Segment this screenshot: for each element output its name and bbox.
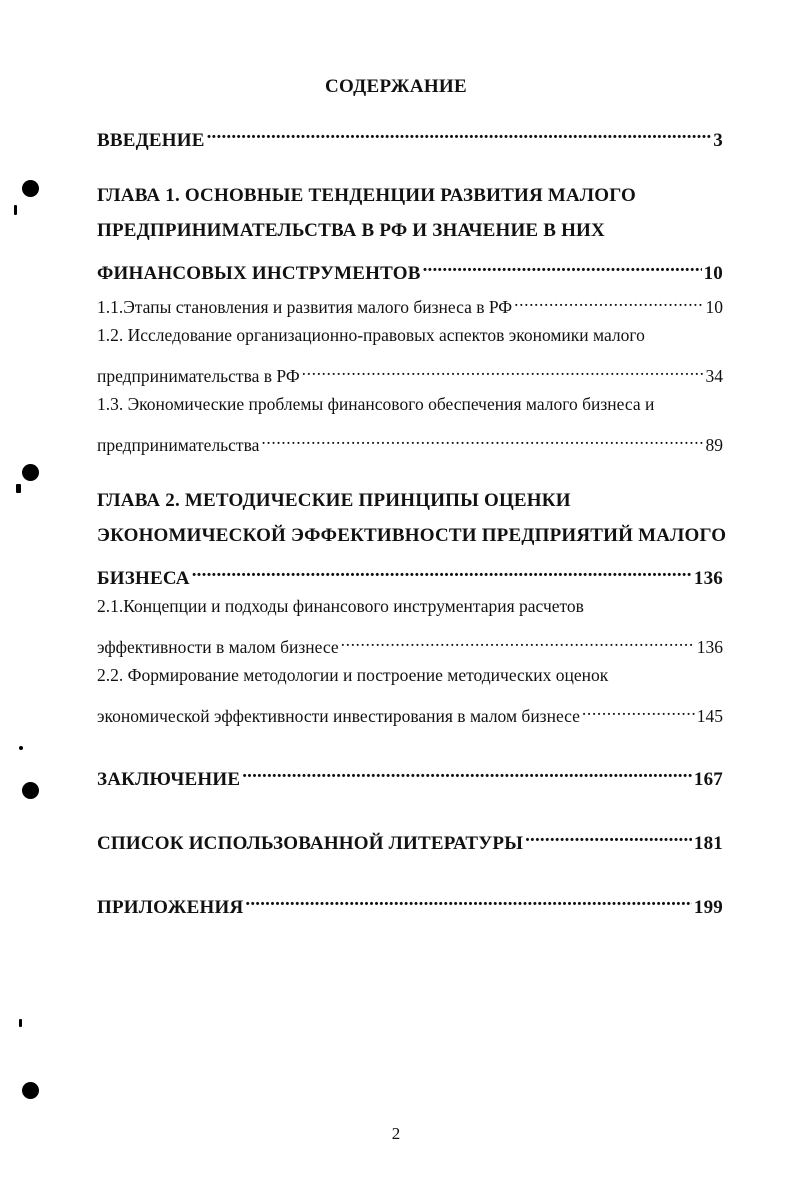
toc-chapter2-line1[interactable]: ГЛАВА 2. МЕТОДИЧЕСКИЕ ПРИНЦИПЫ ОЦЕНКИ <box>97 490 571 511</box>
toc-entry-label: ПРИЛОЖЕНИЯ <box>97 897 244 918</box>
toc-entry-appendices[interactable] <box>97 887 723 918</box>
toc-section1-3-line1[interactable]: 1.3. Экономические проблемы финансового обеспечения малого бизнеса и <box>97 394 655 414</box>
toc-section1-2-line1[interactable]: 1.2. Исследование организационно-правовых аспектов экономики малого <box>97 325 645 345</box>
toc-entry-page: 181 <box>693 833 723 854</box>
toc-entry-page: 10 <box>703 263 723 284</box>
dot-leader <box>242 759 692 785</box>
toc-entry-chapter2[interactable] <box>97 558 723 589</box>
punch-hole-2 <box>22 464 39 481</box>
dot-leader <box>302 356 704 382</box>
toc-entry-page: 34 <box>705 366 723 386</box>
toc-entry-bibliography[interactable] <box>97 823 723 854</box>
toc-entry-label: экономической эффективности инвестирования в малом бизнесе <box>97 706 580 726</box>
toc-chapter2-line2[interactable]: ЭКОНОМИЧЕСКОЙ ЭФФЕКТИВНОСТИ ПРЕДПРИЯТИЙ МАЛОГО <box>97 525 727 546</box>
toc-entry-label: предпринимательства <box>97 435 260 455</box>
toc-entry-label: ВВЕДЕНИЕ <box>97 130 205 151</box>
dot-leader <box>261 425 703 451</box>
toc-entry-label: ФИНАНСОВЫХ ИНСТРУМЕНТОВ <box>97 263 421 284</box>
toc-entry-page: 3 <box>713 130 723 151</box>
toc-entry-conclusion[interactable] <box>97 759 723 790</box>
toc-entry-page: 136 <box>696 637 723 657</box>
scan-mark-1 <box>14 205 17 215</box>
toc-entry-label: предпринимательства в РФ <box>97 366 300 386</box>
toc-entry-label: ЗАКЛЮЧЕНИЕ <box>97 769 241 790</box>
dot-leader <box>525 823 692 849</box>
dot-leader <box>192 558 692 584</box>
scan-mark-3 <box>19 746 23 750</box>
toc-entry-page: 89 <box>705 435 723 455</box>
dot-leader <box>207 120 712 146</box>
toc-entry-section2-2[interactable] <box>97 696 723 726</box>
toc-entry-label: 1.1.Этапы становления и развития малого бизнеса в РФ <box>97 297 513 317</box>
toc-entry-label: СПИСОК ИСПОЛЬЗОВАННОЙ ЛИТЕРАТУРЫ <box>97 833 524 854</box>
dot-leader <box>245 887 692 913</box>
toc-entry-section1-1[interactable] <box>97 287 723 317</box>
dot-leader <box>514 287 703 313</box>
toc-entry-intro[interactable] <box>97 120 723 151</box>
toc-section2-2-line1[interactable]: 2.2. Формирование методологии и построение методических оценок <box>97 665 609 685</box>
page-number: 2 <box>391 1124 401 1143</box>
toc-entry-page: 136 <box>693 568 723 589</box>
page-title: СОДЕРЖАНИЕ <box>325 76 467 97</box>
toc-entry-section1-3[interactable] <box>97 425 723 455</box>
toc-entry-page: 145 <box>696 706 723 726</box>
scan-mark-2 <box>16 484 21 493</box>
toc-entry-section1-2[interactable] <box>97 356 723 386</box>
scan-mark-4 <box>19 1019 22 1027</box>
toc-entry-page: 199 <box>693 897 723 918</box>
toc-entry-label: БИЗНЕСА <box>97 568 190 589</box>
punch-hole-4 <box>22 1082 39 1099</box>
toc-entry-label: эффективности в малом бизнесе <box>97 637 339 657</box>
dot-leader <box>341 627 695 653</box>
toc-entry-chapter1[interactable] <box>97 253 723 284</box>
toc-entry-section2-1[interactable] <box>97 627 723 657</box>
toc-entry-page: 167 <box>693 769 723 790</box>
dot-leader <box>423 253 702 279</box>
dot-leader <box>582 696 695 722</box>
toc-section2-1-line1[interactable]: 2.1.Концепции и подходы финансового инструментария расчетов <box>97 596 584 616</box>
punch-hole-3 <box>22 782 39 799</box>
toc-entry-page: 10 <box>705 297 723 317</box>
toc-chapter1-line2[interactable]: ПРЕДПРИНИМАТЕЛЬСТВА В РФ И ЗНАЧЕНИЕ В НИХ <box>97 220 605 241</box>
toc-chapter1-line1[interactable]: ГЛАВА 1. ОСНОВНЫЕ ТЕНДЕНЦИИ РАЗВИТИЯ МАЛОГО <box>97 185 637 206</box>
punch-hole-1 <box>22 180 39 197</box>
